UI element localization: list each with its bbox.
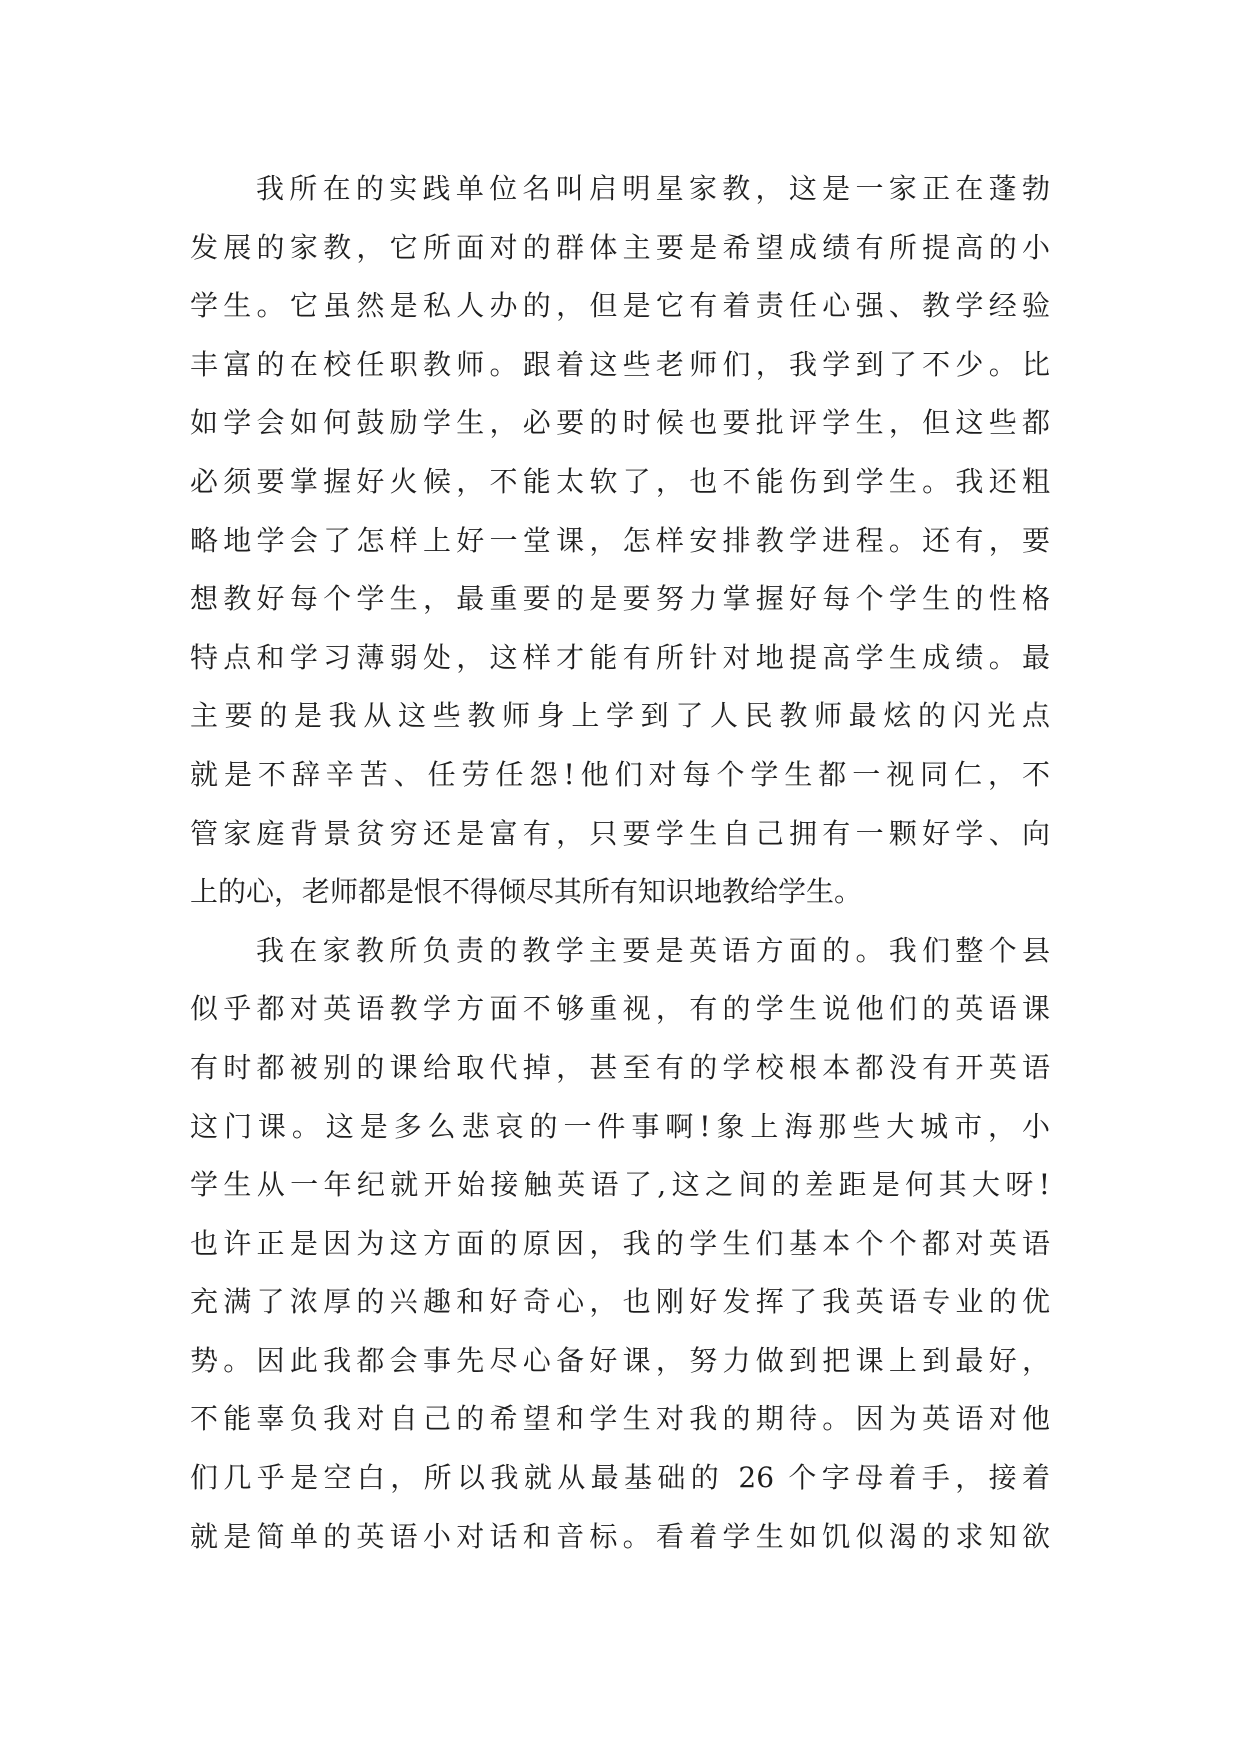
paragraph-2-line: 有时都被别的课给取代掉，甚至有的学校根本都没有开英语 bbox=[190, 1050, 1050, 1084]
paragraph-1-line: 必须要掌握好火候，不能太软了，也不能伤到学生。我还粗 bbox=[190, 464, 1050, 498]
paragraph-2-line: 也许正是因为这方面的原因，我的学生们基本个个都对英语 bbox=[190, 1226, 1050, 1260]
paragraph-1-line: 就是不辞辛苦、任劳任怨!他们对每个学生都一视同仁，不 bbox=[190, 757, 1050, 791]
paragraph-2-line: 不能辜负我对自己的希望和学生对我的期待。因为英语对他 bbox=[190, 1402, 1050, 1436]
paragraph-2-line: 就是简单的英语小对话和音标。看着学生如饥似渴的求知欲 bbox=[190, 1519, 1050, 1553]
paragraph-1-line: 发展的家教，它所面对的群体主要是希望成绩有所提高的小 bbox=[190, 230, 1050, 264]
paragraph-2-line: 势。因此我都会事先尽心备好课，努力做到把课上到最好， bbox=[190, 1343, 1050, 1377]
paragraph-1-line: 上的心，老师都是恨不得倾尽其所有知识地教给学生。 bbox=[190, 875, 863, 909]
paragraph-1-line: 略地学会了怎样上好一堂课，怎样安排教学进程。还有，要 bbox=[190, 523, 1050, 557]
body-text bbox=[190, 160, 1050, 1566]
paragraph-1-line: 主要的是我从这些教师身上学到了人民教师最炫的闪光点 bbox=[190, 699, 1050, 733]
paragraph-2-line: 学生从一年纪就开始接触英语了,这之间的差距是何其大呀! bbox=[190, 1168, 1050, 1202]
paragraph-2-line: 充满了浓厚的兴趣和好奇心，也刚好发挥了我英语专业的优 bbox=[190, 1285, 1050, 1319]
paragraph-2-line: 这门课。这是多么悲哀的一件事啊!象上海那些大城市，小 bbox=[190, 1109, 1050, 1143]
paragraph-1-line: 如学会如何鼓励学生，必要的时候也要批评学生，但这些都 bbox=[190, 406, 1050, 440]
paragraph-1-line: 丰富的在校任职教师。跟着这些老师们，我学到了不少。比 bbox=[190, 347, 1050, 381]
paragraph-1-line: 学生。它虽然是私人办的，但是它有着责任心强、教学经验 bbox=[190, 289, 1050, 323]
paragraph-1-line: 管家庭背景贫穷还是富有，只要学生自己拥有一颗好学、向 bbox=[190, 816, 1050, 850]
paragraph-1-line: 我所在的实践单位名叫启明星家教，这是一家正在蓬勃 bbox=[256, 172, 1050, 205]
paragraph-1-line: 想教好每个学生，最重要的是要努力掌握好每个学生的性格 bbox=[190, 582, 1050, 616]
paragraph-2-line: 们几乎是空白，所以我就从最基础的 26 个字母着手，接着 bbox=[190, 1461, 1050, 1495]
paragraph-1-line: 特点和学习薄弱处，这样才能有所针对地提高学生成绩。最 bbox=[190, 640, 1050, 674]
paragraph-2-line: 似乎都对英语教学方面不够重视，有的学生说他们的英语课 bbox=[190, 992, 1050, 1026]
paragraph-2-line: 我在家教所负责的教学主要是英语方面的。我们整个县 bbox=[256, 933, 1050, 967]
